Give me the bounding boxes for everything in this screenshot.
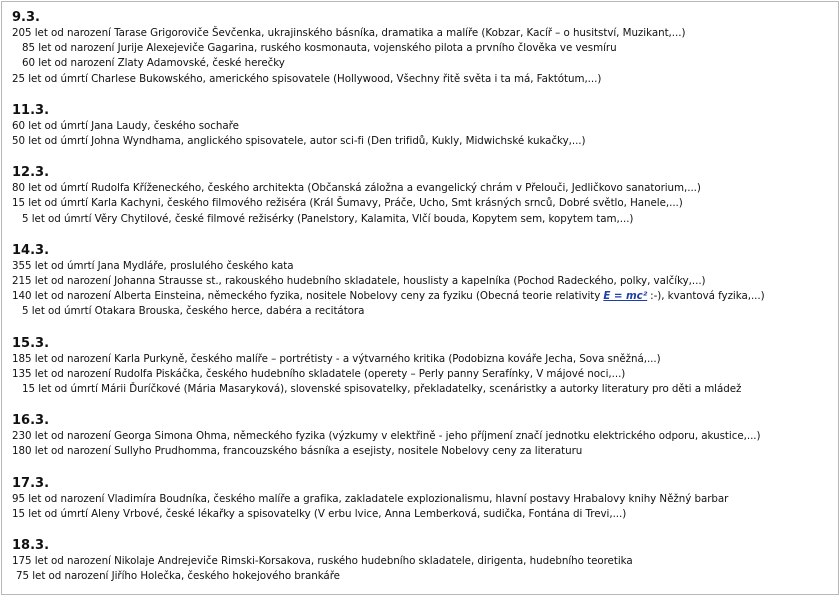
list-item: 185 let od narození Karla Purkyně, českého malíře – portrétisty - a výtvarného kritika (Podobizna kováře Jecha, Sova sněžná,...)	[12, 352, 661, 365]
date-heading: 9.3.	[12, 10, 40, 25]
list-item: 80 let od úmrtí Rudolfa Kříženeckého, českého architekta (Občanská záložna a evangelický chrám v Přelouči, Jedličkovo sanatorium,...)	[12, 182, 701, 195]
list-item: 15 let od úmrtí Karla Kachyni, českého filmového režiséra (Král Šumavy, Práče, Ucho, Smt krásných srnců, Dobré světlo, Hanele,...)	[12, 197, 683, 210]
section-9-3	[12, 10, 838, 87]
list-item: 15 let od úmrtí Márii Ďuríčkové (Mária Masaryková), slovenské spisovatelky, překladatelky, scenáristky a autorky literatury pro děti a mládež	[22, 383, 742, 396]
list-item: 215 let od narození Johanna Strausse st., rakouského hudebního skladatele, houslisty a kapelníka (Pochod Radeckého, polky, valčíky,...)	[12, 275, 706, 288]
section-15-3	[12, 336, 838, 398]
anniversary-document	[1, 1, 839, 595]
date-heading: 12.3.	[12, 165, 50, 181]
section-11-3	[12, 103, 838, 149]
list-item: 75 let od narození Jiřího Holečka, českého hokejového brankáře	[16, 570, 340, 583]
section-18-3	[12, 538, 838, 584]
list-item: 355 let od úmrtí Jana Mydláře, proslulého českého kata	[12, 259, 294, 272]
section-14-3	[12, 243, 838, 320]
list-item: 15 let od úmrtí Aleny Vrbové, české lékařky a spisovatelky (V erbu lvice, Anna Lemberková, sudička, Fontána di Trevi,...)	[12, 507, 627, 520]
list-item: 5 let od úmrtí Věry Chytilové, české filmové režisérky (Panelstory, Kalamita, Vlčí bouda, Kopytem sem, kopytem tam,...)	[22, 212, 634, 225]
section-16-3	[12, 413, 838, 459]
section-12-3	[12, 165, 838, 227]
list-item: 135 let od narození Rudolfa Piskáčka, českého hudebního skladatele (operety – Perly panny Serafínky, V májové noci,...)	[12, 367, 626, 380]
section-17-3	[12, 476, 838, 522]
list-item: 60 let od narození Zlaty Adamovské, české herečky	[22, 57, 285, 70]
list-item: 175 let od narození Nikolaje Andrejeviče Rimski-Korsakova, ruského hudebního skladatele, dirigenta, hudebního teoretika	[12, 555, 633, 568]
list-item: 180 let od narození Sullyho Prudhomma, francouzského básníka a esejisty, nositele Nobelovy ceny za literaturu	[12, 445, 583, 458]
list-item-text-end: :-), kvantová fyzika,...)	[650, 290, 765, 303]
list-item: 205 let od narození Tarase Grigoroviče Ševčenka, ukrajinského básníka, dramatika a malíře (Kobzar, Kacíř – o husitství, Muzikant,...)	[12, 27, 686, 39]
list-item: 95 let od narození Vladimíra Boudníka, českého malíře a grafika, zakladatele explozionalismu, hlavní postavy Hrabalovy knihy Něžný barbar	[12, 492, 729, 505]
list-item: 85 let od narození Jurije Alexejeviče Gagarina, ruského kosmonauta, vojenského pilota a prvního člověka ve vesmíru	[22, 42, 617, 55]
date-heading: 17.3.	[12, 475, 50, 491]
date-heading: 11.3.	[12, 102, 50, 118]
date-heading: 15.3.	[12, 335, 50, 351]
list-item-einstein	[12, 289, 838, 304]
list-item: 230 let od narození Georga Simona Ohma, německého fyzika (výzkumy v elektřině - jeho příjmení značí jednotku elektrického odporu, akustice,...)	[12, 430, 761, 443]
formula-link[interactable]: E = mc²	[603, 290, 648, 303]
date-heading: 16.3.	[12, 413, 50, 429]
date-heading: 14.3.	[12, 242, 50, 258]
date-heading: 18.3.	[12, 538, 50, 554]
list-item: 50 let od úmrtí Johna Wyndhama, anglického spisovatele, autor sci-fi (Den trifidů, Kukly, Midwichské kukačky,...)	[12, 135, 586, 148]
list-item: 25 let od úmrtí Charlese Bukowského, amerického spisovatele (Hollywood, Všechny řitě světa i ta má, Faktótum,...)	[12, 72, 602, 85]
list-item-text: 140 let od narození Alberta Einsteina, německého fyzika, nositele Nobelovy ceny za fyziku (Obecná teorie relativity	[12, 290, 601, 303]
list-item: 60 let od úmrtí Jana Laudy, českého sochaře	[12, 119, 239, 132]
list-item: 5 let od úmrtí Otakara Brouska, českého herce, dabéra a recitátora	[22, 305, 365, 318]
